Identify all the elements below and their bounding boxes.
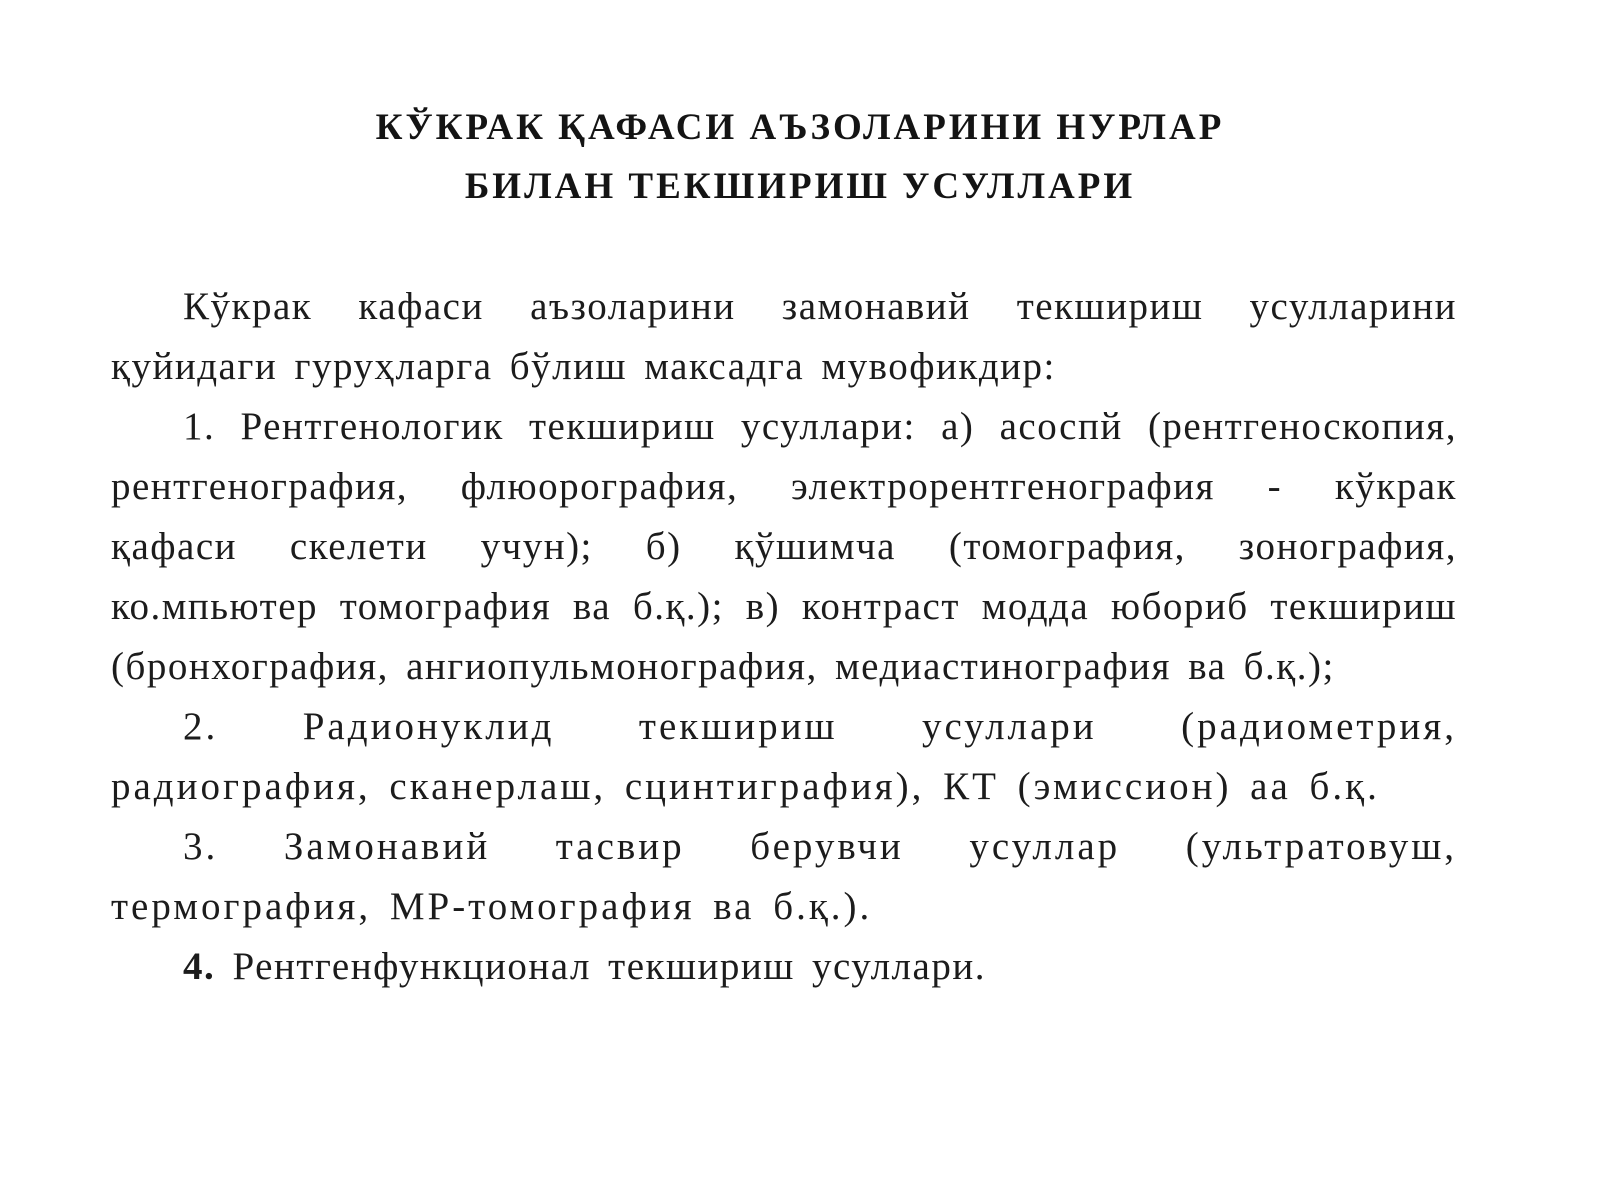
page-title [0, 98, 1600, 216]
title-line-2: БИЛАН ТЕКШИРИШ УСУЛЛАРИ [464, 166, 1136, 207]
title-line-1: КЎКРАК ҚАФАСИ АЪЗОЛАРИНИ НУРЛАР [375, 107, 1225, 148]
item-2-paragraph: 2. Радионуклид текшириш усуллари (радиометрия, радиография, сканерлаш, сцинтиграфия), КТ (эмиссион) аа б.қ. [111, 705, 1457, 808]
intro-paragraph: Кўкрак кафаси аъзоларини замонавий текшириш усулларини қуйидаги гуруҳларга бўлиш максадга мувофикдир: [111, 285, 1457, 388]
item-1-paragraph: 1. Рентгенологик текшириш усуллари: а) асоспй (рентгеноскопия, рентгенография, флюорография, электрорентгенография - кўкрак қафаси скелети учун); б) қўшимча (томография, зонография, ко.мпьютер томография ва б.қ.); в) контраст модда юбориб текшириш (бронхография, ангиопульмонография, медиастинография ва б.қ.); [111, 405, 1457, 688]
item-4-number: 4. [183, 945, 216, 988]
item-4-text: Рентгенфункционал текшириш усуллари. [232, 945, 986, 988]
body-text [111, 277, 1457, 997]
item-3-paragraph: 3. Замонавий тасвир берувчи усуллар (ультратовуш, термография, МР-томография ва б.қ.). [111, 825, 1457, 928]
item-4-paragraph [111, 937, 1457, 997]
